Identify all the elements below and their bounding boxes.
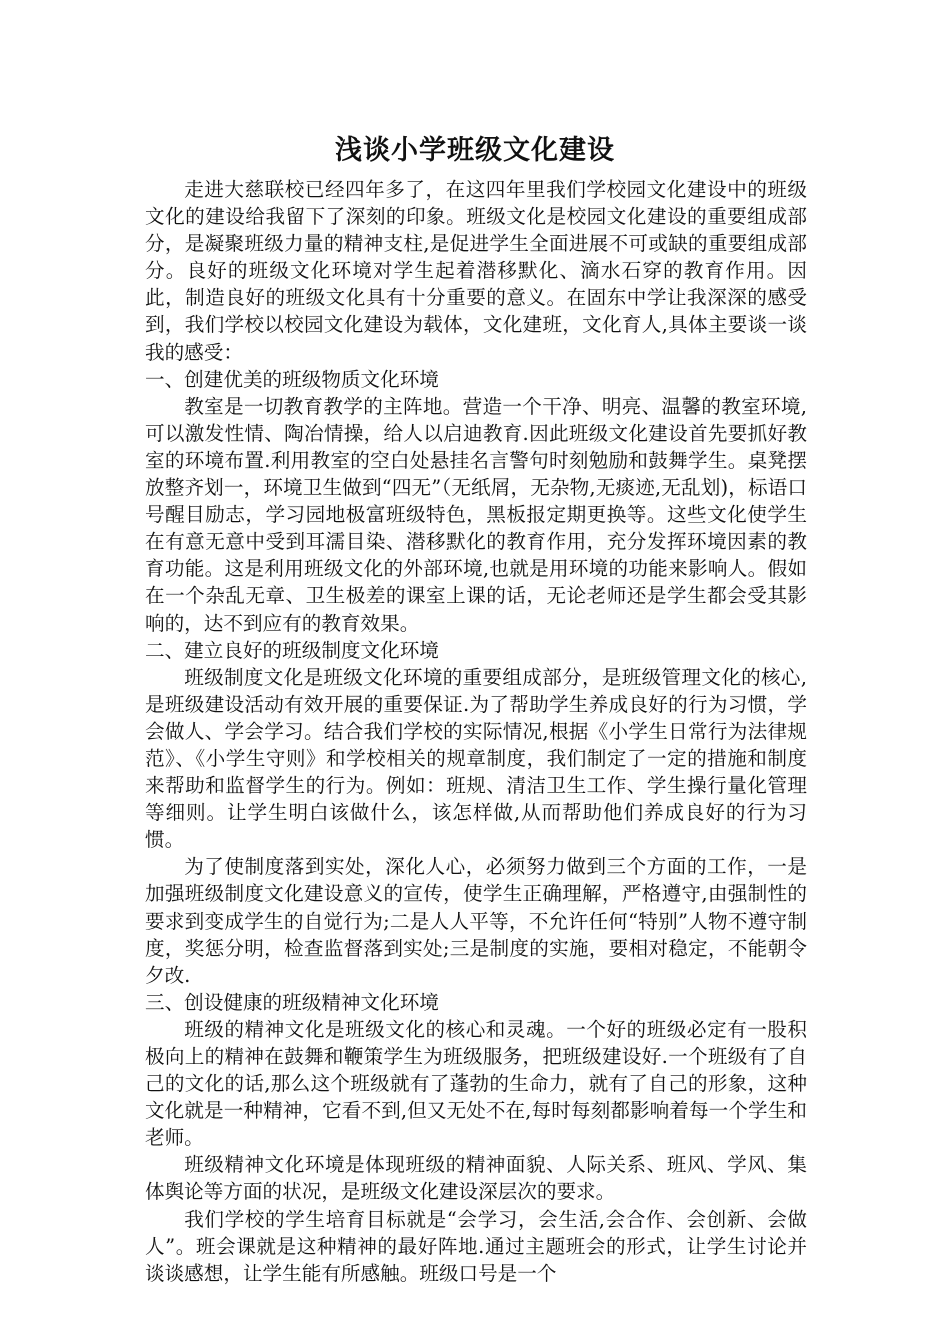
section-heading-1: 一、创建优美的班级物质文化环境 [145, 367, 439, 391]
paragraph-spiritual-environment: 班级精神文化环境是体现班级的精神面貌、人际关系、班风、学风、集体舆论等方面的状况，是班级文化建设深层次的要求。 [145, 1153, 807, 1204]
paragraph-institutional-culture: 班级制度文化是班级文化环境的重要组成部分，是班级管理文化的核心,是班级建设活动有效开展的重要保证.为了帮助学生养成良好的行为习惯，学会做人、学会学习。结合我们学校的实际情况,根据《小学生日常行为法律规范》、《小学生守则》和学校相关的规章制度，我们制定了一定的措施和制度来帮助和监督学生的行为。例如：班规、清洁卫生工作、学生操行量化管理等细则。让学生明白该做什么，该怎样做,从而帮助他们养成良好的行为习惯。 [145, 665, 807, 852]
section-heading-2: 二、建立良好的班级制度文化环境 [145, 638, 439, 662]
paragraph-spiritual-culture: 班级的精神文化是班级文化的核心和灵魂。一个好的班级必定有一股积极向上的精神在鼓舞和鞭策学生为班级服务，把班级建设好.一个班级有了自己的文化的话,那么这个班级就有了蓬勃的生命力，就有了自己的形象，这种文化就是一种精神，它看不到,但又无处不在,每时每刻都影响着每一个学生和老师。 [145, 1017, 807, 1150]
paragraph-training-goals: 我们学校的学生培育目标就是“会学习，会生活,会合作、会创新、会做人”。班会课就是这种精神的最好阵地.通过主题班会的形式，让学生讨论并谈谈感想，让学生能有所感触。班级口号是一个 [145, 1207, 807, 1285]
document-body [145, 176, 807, 1287]
document-title: 浅谈小学班级文化建设 [335, 135, 615, 166]
paragraph-intro: 走进大慈联校已经四年多了，在这四年里我们学校园文化建设中的班级文化的建设给我留下了深刻的印象。班级文化是校园文化建设的重要组成部分，是凝聚班级力量的精神支柱,是促进学生全面进展不可或缺的重要组成部分。良好的班级文化环境对学生起着潜移默化、滴水石穿的教育作用。因此，制造良好的班级文化具有十分重要的意义。在固东中学让我深深的感受到，我们学校以校园文化建设为载体，文化建班，文化育人,具体主要谈一谈我的感受： [145, 178, 807, 364]
section-heading-3: 三、创设健康的班级精神文化环境 [145, 990, 439, 1014]
paragraph-physical-environment: 教室是一切教育教学的主阵地。营造一个干净、明亮、温馨的教室环境,可以激发性情、陶冶情操，给人以启迪教育.因此班级文化建设首先要抓好教室的环境布置.利用教室的空白处悬挂名言警句时刻勉励和鼓舞学生。桌凳摆放整齐划一，环境卫生做到“四无”（无纸屑，无杂物,无痰迹,无乱划)，标语口号醒目励志，学习园地极富班级特色，黑板报定期更换等。这些文化使学生在有意无意中受到耳濡目染、潜移默化的教育作用，充分发挥环境因素的教育功能。这是利用班级文化的外部环境,也就是用环境的功能来影响人。假如在一个杂乱无章、卫生极差的课室上课的话，无论老师还是学生都会受其影响的，达不到应有的教育效果。 [145, 394, 807, 635]
paragraph-institutional-implementation: 为了使制度落到实处，深化人心，必须努力做到三个方面的工作，一是加强班级制度文化建设意义的宣传，使学生正确理解，严格遵守,由强制性的要求到变成学生的自觉行为;二是人人平等，不允许任何“特别”人物不遵守制度，奖惩分明，检查监督落到实处;三是制度的实施，要相对稳定，不能朝令夕改. [145, 855, 807, 987]
